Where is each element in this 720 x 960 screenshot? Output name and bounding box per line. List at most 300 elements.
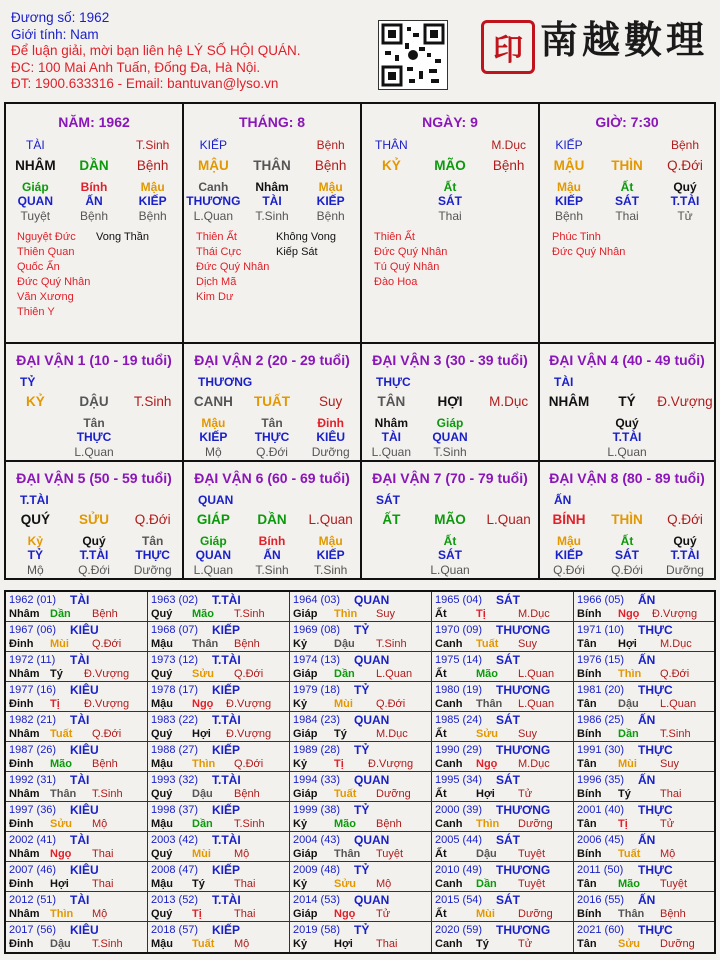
year-label: 2006 (45) [577, 834, 625, 846]
year-stem: Canh [435, 878, 463, 890]
dai-van-cell [656, 430, 714, 444]
year-branch: Tý [50, 668, 63, 680]
year-star: KIÊU [70, 803, 99, 817]
year-stem: Ất [435, 608, 447, 620]
year-branch: Mão [334, 818, 356, 830]
hidden-stem: Bính [80, 180, 108, 194]
note: Thái Cực [196, 246, 242, 258]
pillar-state: Bệnh [670, 138, 700, 152]
year-branch: Mão [618, 878, 640, 890]
note: Vong Thần [96, 231, 150, 243]
pillar-star: KIẾP [555, 138, 583, 152]
year-star: THƯƠNG [496, 683, 551, 697]
year-branch: Dậu [476, 848, 497, 860]
dai-van-cell: SỬU [79, 512, 109, 527]
year-label: 1980 (19) [435, 684, 483, 696]
year-star: QUAN [354, 593, 390, 607]
dai-van-cell: Q.Đới [667, 512, 703, 527]
dai-van-cell: Bính [258, 534, 286, 548]
contact-note: Để luận giải, mời bạn liên hệ LÝ SỐ HỘI QUÁN. [11, 43, 301, 58]
year-cell [6, 622, 148, 652]
year-state: L.Quan [376, 668, 413, 680]
dai-van-cell: Q.Đới [553, 563, 585, 577]
year-state: Dưỡng [376, 788, 411, 800]
hidden-stem: Mậu [318, 180, 343, 194]
year-branch: Thìn [476, 818, 500, 830]
hidden-star: KIẾP [316, 194, 345, 208]
year-star: KIẾP [212, 743, 241, 757]
hidden-state: Tuyệt [20, 209, 51, 223]
notes-left [17, 230, 90, 320]
qr-code-icon [378, 20, 448, 90]
note: Thiên Y [17, 306, 55, 318]
year-star: TỶ [354, 923, 370, 937]
dai-van-cell: THÌN [611, 512, 643, 527]
year-state: Mộ [92, 908, 108, 920]
year-star: T.TÀI [212, 593, 241, 607]
year-cell [148, 592, 290, 622]
year-branch: Mão [476, 668, 498, 680]
year-label: 1978 (17) [151, 684, 199, 696]
dai-van-cell [479, 548, 538, 562]
year-stem: Tân [577, 878, 597, 890]
year-cell [148, 622, 290, 652]
year-branch: Thìn [618, 668, 642, 680]
year-label: 1997 (36) [9, 804, 57, 816]
dai-van-cell: Q.Đới [611, 563, 643, 577]
pillar-cell [598, 138, 656, 152]
year-cell [148, 712, 290, 742]
year-state: Tuyệt [518, 848, 546, 860]
dai-van-cell: Ất [620, 534, 634, 548]
year-branch: Hợi [334, 938, 353, 950]
dai-van-cell: Mộ [205, 445, 222, 459]
year-branch: Ngọ [618, 608, 640, 620]
dai-van-cell: KIÊU [316, 430, 346, 444]
year-stem: Kỷ [293, 938, 308, 950]
year-cell [6, 892, 148, 922]
dai-van-cell: Mộ [27, 563, 44, 577]
year-label: 1965 (04) [435, 594, 483, 606]
yearly-luck-table [4, 590, 716, 954]
note: Thiên Quan [17, 246, 75, 258]
year-stem: Mậu [151, 758, 173, 770]
dai-van-cell: HỢI [437, 394, 463, 409]
year-branch: Mùi [192, 848, 211, 860]
dai-van-cell [540, 416, 598, 430]
header-info [11, 10, 300, 93]
year-cell [290, 652, 432, 682]
year-state: Suy [518, 638, 537, 650]
year-branch: Dậu [618, 698, 639, 710]
year-star: TỶ [354, 683, 370, 697]
year-state: Đ.Vượng [652, 608, 698, 620]
dai-van-title: ĐẠI VẬN 7 (70 - 79 tuổi) [372, 470, 528, 486]
dai-van-cell: Quý [615, 416, 639, 430]
year-cell [6, 922, 148, 952]
year-star: T.TÀI [212, 833, 241, 847]
hidden-stem [362, 180, 421, 194]
note: Dịch Mã [196, 276, 237, 288]
year-star: TÀI [70, 833, 90, 847]
year-label: 1989 (28) [293, 744, 341, 756]
dai-van-cell: Nhâm [374, 416, 408, 430]
year-label: 1963 (02) [151, 594, 199, 606]
year-state: Mộ [92, 818, 108, 830]
dai-van-cell: Dưỡng [133, 563, 172, 577]
dai-van-cell [6, 445, 65, 459]
note: Nguyệt Đức [17, 231, 76, 243]
notes-right [96, 230, 149, 245]
dai-van-cell: Suy [319, 394, 343, 409]
year-star: KIÊU [70, 623, 99, 637]
note: Phúc Tinh [552, 231, 601, 243]
year-stem: Canh [435, 818, 463, 830]
year-branch: Thìn [50, 908, 74, 920]
year-star: THỰC [638, 683, 673, 697]
year-cell [148, 862, 290, 892]
year-state: Tử [518, 788, 533, 800]
dai-van-row [362, 512, 538, 527]
dai-van-row [184, 548, 360, 562]
year-label: 1971 (10) [577, 624, 625, 636]
year-cell [290, 712, 432, 742]
year-branch: Ngọ [50, 848, 72, 860]
year-label: 1992 (31) [9, 774, 57, 786]
year-star: SÁT [496, 593, 520, 607]
owner-year: Đương số: 1962 [11, 10, 110, 25]
year-state: T.Sinh [234, 608, 265, 620]
year-cell [6, 862, 148, 892]
year-cell [574, 682, 714, 712]
year-stem: Nhâm [9, 848, 40, 860]
year-cell [574, 742, 714, 772]
year-label: 2004 (43) [293, 834, 341, 846]
year-state: Bệnh [92, 758, 118, 770]
dai-van-star: TÀI [554, 375, 574, 389]
year-state: Q.Đới [92, 638, 122, 650]
dai-van-cell: TỶ [27, 548, 43, 562]
year-star: SÁT [496, 773, 520, 787]
year-star: TÀI [70, 593, 90, 607]
year-branch: Tị [50, 698, 60, 710]
year-stem: Nhâm [9, 668, 40, 680]
year-cell [290, 802, 432, 832]
hidden-star [362, 194, 421, 208]
year-label: 1998 (37) [151, 804, 199, 816]
year-label: 1972 (11) [9, 654, 56, 666]
year-label: 1983 (22) [151, 714, 199, 726]
year-label: 2019 (58) [293, 924, 341, 936]
hidden-state [479, 209, 538, 223]
note: Không Vong [276, 231, 336, 243]
year-stem: Giáp [293, 788, 318, 800]
dai-van-row [362, 416, 538, 430]
dai-van-6 [184, 462, 362, 578]
dai-van-star: QUAN [198, 493, 234, 507]
year-stem: Đinh [9, 758, 34, 770]
year-stem: Canh [435, 638, 463, 650]
hidden-stem: Quý [673, 180, 697, 194]
dai-van-cell: KỶ [25, 394, 45, 409]
dai-van-cell: THỰC [76, 430, 112, 444]
dai-van-cell: ẤN [263, 548, 281, 562]
year-cell [432, 832, 574, 862]
year-state: M.Dục [660, 638, 692, 650]
year-state: Tuyệt [660, 878, 688, 890]
dai-van-cell [479, 445, 538, 459]
year-cell [148, 832, 290, 862]
year-state: Tuyệt [518, 878, 546, 890]
year-label: 1979 (18) [293, 684, 341, 696]
dai-van-cell: M.Dục [489, 394, 529, 409]
year-branch: Sửu [618, 938, 641, 950]
dai-van-cell: L.Quan [74, 445, 114, 459]
year-cell [432, 802, 574, 832]
year-branch: Tị [618, 818, 628, 830]
year-state: Mộ [234, 938, 250, 950]
dai-van-cell [362, 534, 421, 548]
year-star: T.TÀI [212, 653, 241, 667]
year-stem: Ất [435, 908, 447, 920]
dai-van-title: ĐẠI VẬN 3 (30 - 39 tuổi) [372, 352, 528, 368]
dai-van-cell: CANH [193, 394, 233, 409]
year-star: THƯƠNG [496, 863, 551, 877]
note: Thiên Ất [196, 231, 237, 243]
year-state: Tuyệt [376, 848, 404, 860]
year-state: Suy [518, 728, 537, 740]
year-cell [432, 712, 574, 742]
notes-left [552, 230, 625, 260]
dai-van-cell: TÂN [377, 394, 406, 409]
year-state: M.Dục [518, 758, 550, 770]
dai-van-cell: L.Quan [308, 512, 353, 527]
note: Đào Hoa [374, 276, 418, 288]
year-star: QUAN [354, 773, 390, 787]
year-stem: Giáp [293, 728, 318, 740]
year-state: M.Dục [376, 728, 408, 740]
year-label: 1970 (09) [435, 624, 483, 636]
year-branch: Tị [192, 908, 202, 920]
dai-van-cell: DẬU [79, 394, 109, 409]
year-state: Q.Đới [92, 728, 122, 740]
year-branch: Mão [192, 608, 214, 620]
year-cell [6, 772, 148, 802]
year-cell [6, 682, 148, 712]
hidden-star: THƯƠNG [186, 194, 241, 208]
hidden-star: ẤN [85, 194, 103, 208]
year-stem: Ất [435, 848, 447, 860]
year-cell [6, 592, 148, 622]
year-branch: Thân [334, 848, 361, 860]
year-branch: Ngọ [334, 908, 356, 920]
year-state: Bệnh [92, 608, 118, 620]
dai-van-row [184, 563, 360, 577]
year-cell [574, 922, 714, 952]
year-cell [290, 772, 432, 802]
year-state: Dưỡng [518, 818, 553, 830]
year-label: 1974 (13) [293, 654, 341, 666]
year-cell [432, 592, 574, 622]
dai-van-title: ĐẠI VẬN 8 (80 - 89 tuổi) [549, 470, 705, 486]
year-state: L.Quan [518, 668, 555, 680]
year-star: THỰC [638, 743, 673, 757]
hidden-star: QUAN [17, 194, 53, 208]
year-label: 2018 (57) [151, 924, 199, 936]
year-label: 2007 (46) [9, 864, 57, 876]
hidden-state: Bệnh [316, 209, 345, 223]
year-cell [290, 892, 432, 922]
year-state: Bệnh [376, 818, 402, 830]
pillars-grid [4, 102, 716, 580]
dai-van-row [6, 563, 182, 577]
pillar-state: Bệnh [316, 138, 345, 152]
year-stem: Giáp [293, 608, 318, 620]
year-stem: Canh [435, 938, 463, 950]
dai-van-row [362, 445, 538, 459]
dai-van-row [6, 430, 182, 444]
dai-van-cell: L.Quan [430, 563, 470, 577]
year-label: 1996 (35) [577, 774, 625, 786]
dai-van-cell: Tân [142, 534, 164, 548]
dai-van-cell: QUAN [195, 548, 231, 562]
year-stem: Kỷ [293, 818, 308, 830]
year-label: 1985 (24) [435, 714, 483, 726]
year-label: 1984 (23) [293, 714, 341, 726]
year-state: Đ.Vượng [226, 698, 272, 710]
year-star: SÁT [496, 713, 520, 727]
year-branch: Sửu [50, 818, 73, 830]
dai-van-cell: Mậu [201, 416, 226, 430]
year-star: KIẾP [212, 623, 241, 637]
year-branch: Thìn [334, 608, 358, 620]
dai-van-row [6, 445, 182, 459]
dai-van-cell [362, 563, 421, 577]
year-label: 1968 (07) [151, 624, 199, 636]
year-state: Tử [518, 938, 533, 950]
year-label: 2014 (53) [293, 894, 341, 906]
dai-van-cell [123, 445, 182, 459]
dai-van-cell: Quý [673, 534, 697, 548]
year-star: ẤN [638, 713, 656, 727]
year-state: T.Sinh [660, 728, 691, 740]
year-star: ẤN [638, 773, 656, 787]
branch-state: Bệnh [492, 158, 525, 173]
year-star: KIẾP [212, 863, 241, 877]
year-stem: Quý [151, 848, 173, 860]
year-star: TỶ [354, 743, 370, 757]
dai-van-cell [362, 548, 421, 562]
year-branch: Mùi [334, 698, 353, 710]
year-star: TÀI [70, 773, 90, 787]
dai-van-cell: T.TÀI [79, 548, 109, 562]
year-star: T.TÀI [212, 893, 241, 907]
dai-van-cell [123, 430, 182, 444]
dai-van-cell: L.Quan [607, 445, 647, 459]
dai-van-8 [540, 462, 714, 578]
year-stem: Quý [151, 788, 173, 800]
dai-van-row [540, 394, 714, 409]
dai-van-row [362, 430, 538, 444]
year-label: 2003 (42) [151, 834, 199, 846]
year-branch: Dần [334, 668, 355, 680]
dai-van-star: SÁT [376, 493, 400, 507]
year-state: Suy [376, 608, 395, 620]
year-star: T.TÀI [212, 713, 241, 727]
year-label: 2013 (52) [151, 894, 199, 906]
hidden-state: Thai [615, 209, 639, 223]
hidden-state: Bệnh [138, 209, 167, 223]
pillar-cell [421, 138, 480, 152]
year-label: 1976 (15) [577, 654, 625, 666]
year-cell [290, 592, 432, 622]
year-stem: Bính [577, 608, 602, 620]
pillar-day [362, 104, 540, 344]
dai-van-row [540, 445, 714, 459]
earthly-branch: THÌN [611, 158, 643, 173]
year-branch: Dần [50, 608, 71, 620]
pillar-title: THÁNG: 8 [238, 114, 306, 130]
dai-van-5 [6, 462, 184, 578]
year-state: Mộ [660, 848, 676, 860]
dai-van-cell: Đ.Vượng [657, 394, 713, 409]
heavenly-stem: KỶ [381, 158, 401, 173]
dai-van-cell: Q.Đới [134, 512, 171, 527]
year-cell [432, 892, 574, 922]
year-state: Tử [376, 908, 391, 920]
year-state: L.Quan [518, 698, 555, 710]
dai-van-cell: Mậu [318, 534, 343, 548]
year-label: 1969 (08) [293, 624, 341, 636]
year-cell [148, 892, 290, 922]
year-label: 1987 (26) [9, 744, 57, 756]
year-state: L.Quan [660, 698, 697, 710]
year-stem: Nhâm [9, 788, 40, 800]
year-star: THƯƠNG [496, 923, 551, 937]
year-stem: Tân [577, 698, 597, 710]
hidden-state: T.Sinh [255, 209, 289, 223]
note: Thiên Ất [374, 231, 415, 243]
year-label: 1973 (12) [151, 654, 199, 666]
dai-van-cell: GIÁP [196, 512, 230, 527]
notes-right [276, 230, 336, 260]
dai-van-2 [184, 344, 362, 462]
year-cell [6, 742, 148, 772]
dai-van-cell: T.Sinh [433, 445, 467, 459]
year-label: 2009 (48) [293, 864, 341, 876]
dai-van-row [540, 512, 714, 527]
note: Kiếp Sát [276, 246, 318, 258]
dai-van-row [6, 548, 182, 562]
year-cell [6, 712, 148, 742]
year-branch: Tị [334, 758, 344, 770]
dai-van-row [184, 430, 360, 444]
year-star: TỶ [354, 863, 370, 877]
year-branch: Hợi [476, 788, 495, 800]
year-star: THƯƠNG [496, 743, 551, 757]
note: Quốc Ấn [17, 261, 60, 273]
year-star: THƯƠNG [496, 623, 551, 637]
dai-van-star: ẤN [554, 493, 572, 507]
year-label: 2010 (49) [435, 864, 483, 876]
year-stem: Kỷ [293, 698, 308, 710]
year-star: KIÊU [70, 683, 99, 697]
year-branch: Dần [618, 728, 639, 740]
dai-van-cell: Ất [443, 534, 457, 548]
dai-van-cell: NHÂM [548, 394, 590, 409]
year-state: Q.Đới [660, 668, 690, 680]
year-label: 1977 (16) [9, 684, 57, 696]
